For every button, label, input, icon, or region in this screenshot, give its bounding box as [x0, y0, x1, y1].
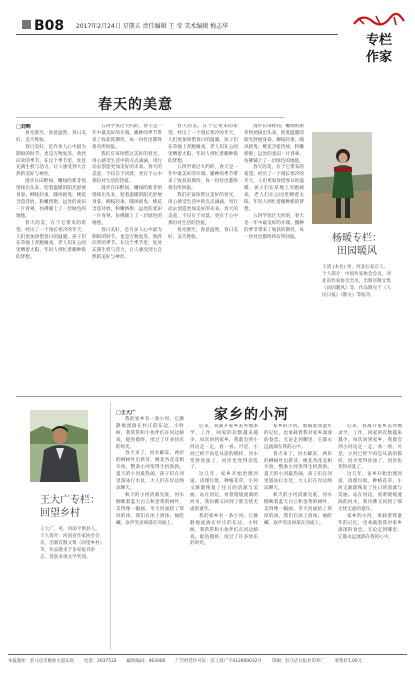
article-1-headline-rule: [16, 117, 284, 118]
article-1-column-4: [244, 124, 304, 394]
article-2-column-3: [264, 424, 332, 650]
article-1-paragraph: 五四学说过大约的，春天是一年中最美好的开端。播种的季节带来了收获的期待，每一份付出都终将有所回报。: [244, 213, 304, 240]
column-divider: [110, 402, 111, 650]
section-divider: [16, 396, 402, 397]
article-2-paragraph: 春天来了，河水解冻，两岸的柳树吐出新芽，桃花杏花竞相开放，整条小河变得生机勃勃。夏天的小河最热闹，孩子们在河里游泳打水仗，大人们在岸边纳凉聊天。: [116, 451, 184, 491]
article-1-paragraph: 漫步在田野间，嫩绿的新芽悄悄探出头来，迎着温暖的阳光舒展身姿。柳枝轻垂，随风摇曳；桃花含苞待放，粉嫩娇艳；远处的麦田一片青翠，仿佛铺上了一层绿色的地毯。: [92, 186, 162, 226]
article-2-paragraph: 家乡的小河，承载着我童年的记忆，也承载着我对家乡深深的眷恋。无论走到哪里，它都永远流淌在我的心中。: [338, 513, 402, 540]
article-2-column-4: [338, 424, 402, 650]
article-1-paragraph: 春日美好，是许多人心中最为期盼的时节，也是万物复苏、欣欣向荣的季节。在这个季节里，处处充满生机与活力，让人感受到大自然的美好与神奇。: [16, 144, 86, 178]
article-2-author: □王大广: [116, 410, 136, 416]
footer-address: 本报地址：驻马店市解放大道东段: [8, 659, 74, 664]
footer-price: 零售价1.00元: [334, 659, 362, 664]
article-1-paragraph: 我们应该珍惜这美好的春光，用心感受生活中的点点滴滴，用行动去创造更加美好的未来。春天的美意，不仅在于风景，更在于心中那份对生活的热爱。: [92, 151, 162, 185]
article-2-paragraph: 我的家乡有一条小河，它静静地流淌在村庄的东边。小时候，我常常和小伙伴们在河边嬉戏，捉鱼摸虾，度过了许多快乐的时光。: [116, 416, 184, 450]
author-2-photo: [30, 410, 88, 482]
author-2-photo-image: [30, 410, 88, 482]
footer-phone: 电话：2637532: [83, 659, 117, 664]
article-1-paragraph: 春光渐至，春意盎然，春日美好，美不胜收。: [16, 130, 86, 143]
page-number: B08: [34, 18, 65, 34]
article-1-paragraph: 我们应该珍惜这美好的春光，用心感受生活中的点点滴滴，用行动去创造更加美好的未来。春天的美意，不仅在于风景，更在于心中那份对生活的热爱。: [168, 193, 238, 226]
profile-2-caption: 王大广，男，河南平舆县人。 个人简介：河南省作家协会会员，出版有散文集《回望乡村》等，作品散见于多家报刊杂志，曾获多项文学奖项。: [40, 527, 103, 560]
footer-license: 广告经营许可证：驻工商广字412800032号: [175, 659, 262, 664]
newspaper-logo-image: [350, 12, 408, 28]
article-1-headline: 春天的美意: [98, 97, 173, 113]
article-1-paragraph: 春天的美，在于它带来的希望。经历了一个漫长寒冷的冬天，人们更加珍惜春日的温暖。孩子们在草地上奔跑嬉戏，老人们在公园里晒着太阳，年轻人则忙着播种新的梦想。: [168, 124, 238, 164]
article-1-paragraph: 春天的美，在于它带来的希望。经历了一个漫长寒冷的冬天，人们更加珍惜春日的温暖。孩子们在草地上奔跑嬉戏，老人们在公园里晒着太阳，年轻人则忙着播种新的梦想。: [16, 220, 86, 261]
article-2-paragraph: 这几年，家乡开始治理河道，清理垃圾，种植花草，小河又渐渐恢复了往日的清澈与美丽。站在河边，看着缓缓流淌的河水，我仿佛又回到了那无忧无虑的童年。: [190, 472, 258, 512]
article-2-column-1: [116, 410, 184, 650]
page-footer: [8, 654, 407, 666]
article-2-paragraph: 后来，我离开家乡去外地求学、工作，回家的次数越来越少。每次回到家乡，我都会到小河边走一走，看一看。可是，小河已经不再是从前的模样，河水变得浑浊了，河岸也变得杂乱了。: [190, 424, 258, 471]
newspaper-logo: [350, 12, 408, 28]
article-1-paragraph: 春天的美，在于它带来的希望。经历了一个漫长寒冷的冬天，人们更加珍惜春日的温暖。孩子们在草地上奔跑嬉戏，老人们在公园里晒着太阳，年轻人则忙着播种新的梦想。: [244, 165, 304, 212]
article-2-paragraph: 我的家乡有一条小河，它静静地流淌在村庄的东边。小时候，我常常和小伙伴们在河边嬉戏，捉鱼摸虾，度过了许多快乐的时光。: [190, 513, 258, 547]
article-1-paragraph: 漫步在田野间，嫩绿的新芽悄悄探出头来，迎着温暖的阳光舒展身姿。柳枝轻垂，随风摇曳；桃花含苞待放，粉嫩娇艳；远处的麦田一片青翠，仿佛铺上了一层绿色的地毯。: [16, 179, 86, 219]
article-1-column-1: [16, 124, 86, 394]
article-2-headline: 家乡的小河: [214, 407, 289, 423]
article-2-column-2: [190, 424, 258, 650]
article-1-paragraph: 五四学说过大约的，春天是一年中最美好的开端。播种的季节带来了收获的期待，每一份付出都终将有所回报。: [92, 124, 162, 150]
header-rule: [16, 34, 338, 35]
profile-1-title: 杨暖专栏： 田园暖风: [332, 233, 382, 257]
column-title: 专栏 作家: [365, 33, 392, 65]
article-2-paragraph: 春天来了，河水解冻，两岸的柳树吐出新芽，桃花杏花竞相开放，整条小河变得生机勃勃。夏天的小河最热闹，孩子们在河里游泳打水仗，大人们在岸边纳凉聊天。: [264, 451, 332, 492]
article-1-paragraph: 漫步在田野间，嫩绿的新芽悄悄探出头来，迎着温暖的阳光舒展身姿。柳枝轻垂，随风摇曳；桃花含苞待放，粉嫩娇艳；远处的麦田一片青翠，仿佛铺上了一层绿色的地毯。: [244, 124, 304, 164]
article-2-paragraph: 家乡的小河，承载着我童年的记忆，也承载着我对家乡深深的眷恋。无论走到哪里，它都永远流淌在我的心中。: [264, 424, 332, 450]
article-1-paragraph: 春光渐至，春意盎然，春日美好，美不胜收。: [168, 227, 238, 240]
article-2-paragraph: 秋天的小河清澈见底，河水倒映着蓝天白云和金黄的树叶，美得像一幅画。冬天河面结了厚厚的冰，我们在冰上滑冰、抽陀螺，欢声笑语回荡在河面上。: [264, 493, 332, 526]
article-1-paragraph: 五四学说过大约的，春天是一年中最美好的开端。播种的季节带来了收获的期待，每一份付出都终将有所回报。: [168, 165, 238, 192]
page-number-marker: [22, 20, 31, 29]
header-info: 2017年2月24日 星期五 责任编辑 王 莹 美术编辑 梅志华: [76, 23, 229, 30]
article-1-column-2: [92, 124, 162, 394]
article-1-author: □刘辉: [16, 124, 31, 130]
profile-1-caption: 王清 (本名) 男，河北石家庄人。 个人简介：中国作家协会会员，河北省作家协会会员，出版有散文集《田园暖风》等，作品散见于《人民日报》《散文》等报刊。: [322, 265, 391, 298]
article-2-paragraph: 这几年，家乡开始治理河道，清理垃圾，种植花草，小河又渐渐恢复了往日的清澈与美丽。站在河边，看着缓缓流淌的河水，我仿佛又回到了那无忧无虑的童年。: [338, 472, 402, 512]
profile-2-title: 王大广专栏： 回望乡村: [40, 495, 100, 519]
article-1-column-3: [168, 124, 238, 394]
author-1-photo-image: [312, 132, 372, 224]
page-header: [8, 10, 407, 72]
footer-printer: 印刷：驻马店日报社印务厂: [271, 659, 325, 664]
footer-postcode: 邮政编码：463000: [126, 659, 166, 664]
article-2-paragraph: 秋天的小河清澈见底，河水倒映着蓝天白云和金黄的树叶，美得像一幅画。冬天河面结了厚厚的冰，我们在冰上滑冰、抽陀螺，欢声笑语回荡在河面上。: [116, 492, 184, 526]
author-1-photo: [312, 132, 372, 224]
article-2-paragraph: 后来，我离开家乡去外地求学、工作，回家的次数越来越少。每次回到家乡，我都会到小河边走一走，看一看。可是，小河已经不再是从前的模样，河水变得浑浊了，河岸也变得杂乱了。: [338, 424, 402, 471]
article-1-paragraph: 春日美好，是许多人心中最为期盼的时节，也是万物复苏、欣欣向荣的季节。在这个季节里，处处充满生机与活力，让人感受到大自然的美好与神奇。: [92, 227, 162, 261]
